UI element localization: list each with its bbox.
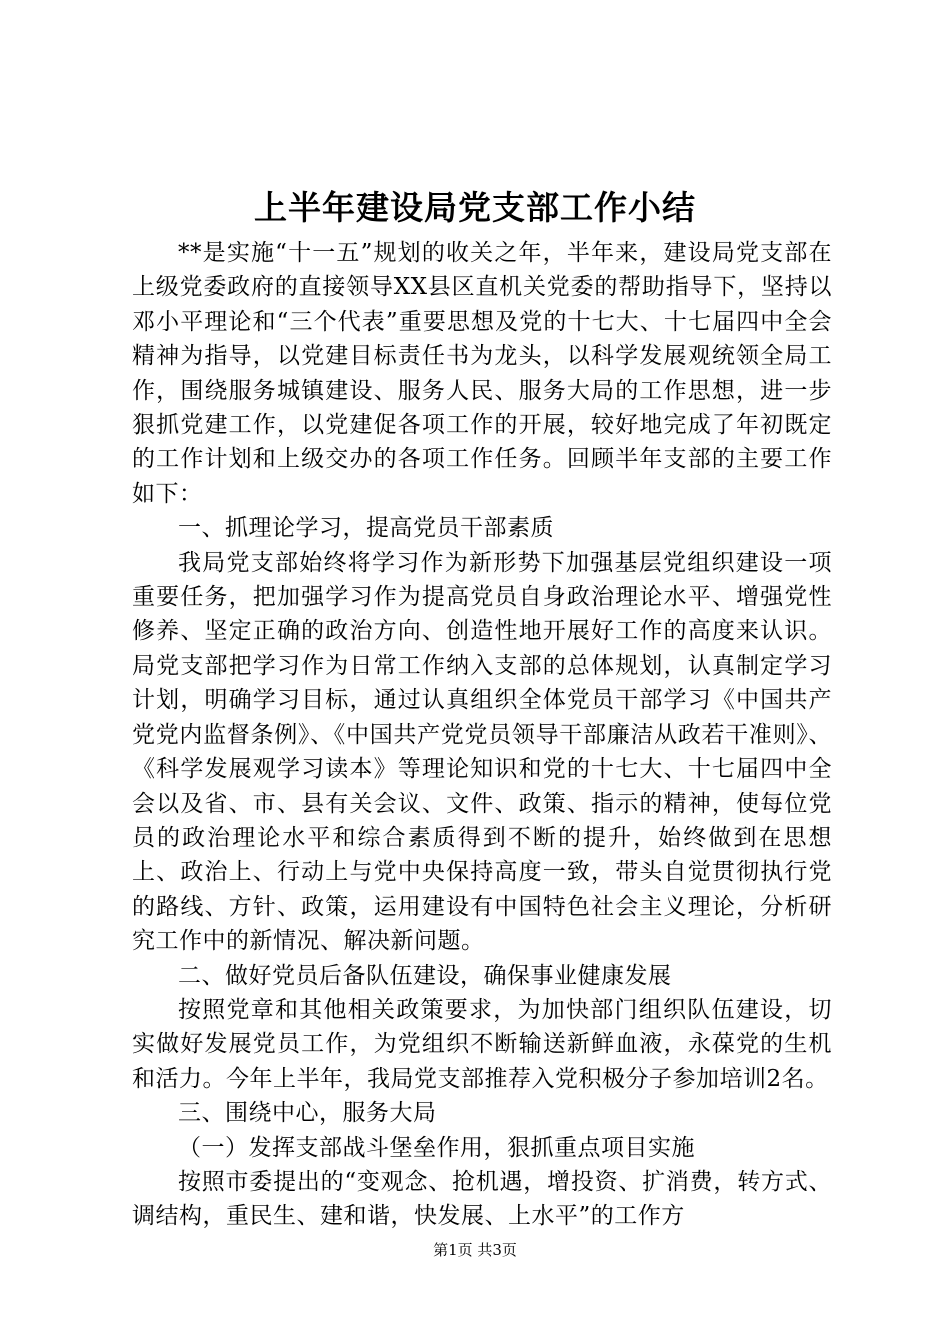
paragraph-projects: 按照市委提出的“变观念、抢机遇，增投资、扩消费，转方式、调结构，重民生、建和谐，快发展、上水平”的工作方 <box>132 1168 832 1230</box>
section-heading-2: 二、做好党员后备队伍建设，确保事业健康发展 <box>178 962 672 989</box>
paragraph-recruitment: 按照党章和其他相关政策要求，为加快部门组织队伍建设，切实做好发展党员工作，为党组织不断输送新鲜血液，永葆党的生机和活力。今年上半年，我局党支部推荐入党积极分子参加培训2名。 <box>132 996 832 1092</box>
section-heading-3: 三、围绕中心，服务大局 <box>178 1100 437 1127</box>
document-title: 上半年建设局党支部工作小结 <box>254 188 696 227</box>
subsection-heading-1: （一）发挥支部战斗堡垒作用，狠抓重点项目实施 <box>178 1134 695 1161</box>
paragraph-study: 我局党支部始终将学习作为新形势下加强基层党组织建设一项重要任务，把加强学习作为提高党员自身政治理论水平、增强党性修养、坚定正确的政治方向、创造性地开展好工作的高度来认识。局党支部把学习作为日常工作纳入支部的总体规划，认真制定学习计划，明确学习目标，通过认真组织全体党员干部学习《中国共产党党内监督条例》、《中国共产党党员领导干部廉洁从政若干准则》、《科学发展观学习读本》等理论知识和党的十七大、十七届四中全会以及省、市、县有关会议、文件、政策、指示的精神，使每位党员的政治理论水平和综合素质得到不断的提升，始终做到在思想上、政治上、行动上与党中央保持高度一致，带头自觉贯彻执行党的路线、方针、政策，运用建设有中国特色社会主义理论，分析研究工作中的新情况、解决新问题。 <box>132 549 832 955</box>
page-number: 第1页 共3页 <box>433 1241 517 1259</box>
document-body <box>132 236 832 1234</box>
paragraph-intro: **是实施“十一五”规划的收关之年，半年来，建设局党支部在上级党委政府的直接领导XX县区直机关党委的帮助指导下，坚持以邓小平理论和“三个代表”重要思想及党的十七大、十七届四中全会精神为指导，以党建目标责任书为龙头，以科学发展观统领全局工作，围绕服务城镇建设、服务人民、服务大局的工作思想，进一步狠抓党建工作，以党建促各项工作的开展，较好地完成了年初既定的工作计划和上级交办的各项工作任务。回顾半年支部的主要工作如下： <box>132 240 832 507</box>
section-heading-1: 一、抓理论学习，提高党员干部素质 <box>178 515 554 542</box>
